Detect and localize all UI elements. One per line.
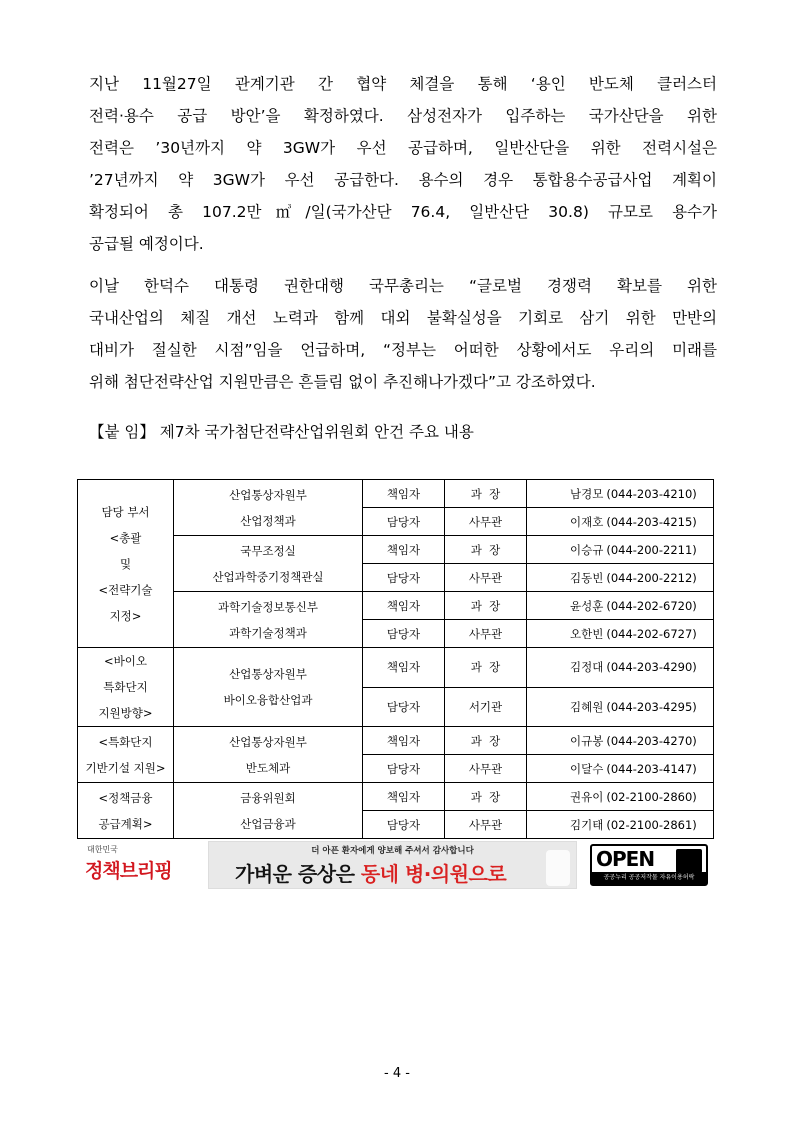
person-cell — [527, 536, 714, 564]
role-cell: 책임자 — [363, 592, 445, 620]
person-cell — [527, 687, 714, 727]
kogl-open-mark — [590, 844, 708, 886]
contacts-table — [77, 479, 714, 839]
title-cell: 과 장 — [445, 648, 527, 688]
title-cell: 과 장 — [445, 783, 527, 811]
table-row — [78, 592, 714, 620]
person-cell — [527, 620, 714, 648]
person-cell — [527, 783, 714, 811]
dept-cell — [78, 648, 174, 727]
person-phone: (044-203-4295) — [606, 699, 697, 714]
paragraph-line: 지난 11월27일 관계기관 간 협약 체결을 통해 ‘용인 반도체 클러스터 — [89, 75, 717, 93]
person-cell — [527, 648, 714, 688]
paragraph-line: ’27년까지 약 3GW가 우선 공급한다. 용수의 경우 통합용수공급사업 계획이 — [89, 171, 717, 189]
person-cell — [527, 727, 714, 755]
policy-briefing-logo — [85, 844, 175, 886]
person-name: 이승규 — [570, 542, 604, 557]
dept-label: <정책금융 공급계획> — [98, 790, 153, 831]
table-row — [78, 480, 714, 508]
person-phone: (044-203-4215) — [606, 514, 697, 529]
page-number: - 4 - — [384, 1066, 410, 1081]
org-label: 산업통상자원부 산업정책과 — [229, 487, 307, 528]
paragraph-line: 전력은 ’30년까지 약 3GW가 우선 공급하며, 일반산단을 위한 전력시설은 — [89, 139, 717, 157]
org-cell — [174, 592, 363, 648]
banner-main-a: 가벼운 증상은 — [235, 862, 361, 886]
medicine-icon — [546, 850, 570, 886]
person-cell — [527, 508, 714, 536]
org-label: 산업통상자원부 반도체과 — [229, 734, 307, 775]
dept-cell — [78, 783, 174, 839]
person-icon — [676, 849, 702, 873]
person-cell — [527, 592, 714, 620]
person-name: 윤성훈 — [570, 598, 604, 613]
open-sub-text: 공공누리 공공저작물 자유이용허락 — [592, 872, 706, 884]
attachment-heading: 【붙 임】 제7차 국가첨단전략산업위원회 안건 주요 내용 — [89, 423, 474, 441]
role-cell: 담당자 — [363, 508, 445, 536]
campaign-banner — [208, 841, 577, 889]
dept-label: <바이오 특화단지 지원방향> — [98, 654, 153, 720]
paragraph-line: 확정되어 총 107.2만㎥/일(국가산단 76.4, 일반산단 30.8) 규모로 용수가 — [89, 203, 717, 221]
title-cell: 과 장 — [445, 592, 527, 620]
org-label: 과학기술정보통신부 과학기술정책과 — [218, 599, 318, 640]
banner-main-text — [235, 858, 506, 887]
person-phone: (02-2100-2861) — [606, 817, 697, 832]
paragraph-line: 이날 한덕수 대통령 권한대행 국무총리는 “글로벌 경쟁력 확보를 위한 — [89, 277, 717, 295]
title-cell: 사무관 — [445, 811, 527, 839]
title-cell: 사무관 — [445, 564, 527, 592]
title-cell: 과 장 — [445, 480, 527, 508]
org-label: 국무조정실 산업과학중기정책관실 — [212, 543, 324, 584]
person-phone: (044-202-6727) — [606, 626, 697, 641]
logo-small-text: 대한민국 — [87, 845, 118, 854]
person-phone: (044-203-4210) — [606, 486, 697, 501]
person-phone: (044-203-4270) — [606, 733, 697, 748]
title-cell: 과 장 — [445, 536, 527, 564]
paragraph-line: 전력·용수 공급 방안’을 확정하였다. 삼성전자가 입주하는 국가산단을 위한 — [89, 107, 717, 125]
person-name: 이재호 — [570, 514, 604, 529]
role-cell: 책임자 — [363, 536, 445, 564]
paragraph-line: 국내산업의 체질 개선 노력과 함께 대외 불확실성을 기회로 삼기 위한 만반의 — [89, 309, 717, 327]
dept-label: <특화단지 기반기설 지원> — [85, 734, 166, 775]
person-name: 이달수 — [570, 761, 604, 776]
paragraph-2 — [89, 270, 717, 398]
person-cell — [527, 755, 714, 783]
paragraph-line: 대비가 절실한 시점”임을 언급하며, “정부는 어떠한 상황에서도 우리의 미래를 — [89, 341, 717, 359]
person-name: 김정대 — [570, 660, 604, 675]
role-cell: 책임자 — [363, 783, 445, 811]
org-cell — [174, 727, 363, 783]
org-cell — [174, 536, 363, 592]
role-cell: 책임자 — [363, 480, 445, 508]
person-name: 오한빈 — [570, 626, 604, 641]
person-cell — [527, 564, 714, 592]
title-cell: 사무관 — [445, 620, 527, 648]
role-cell: 책임자 — [363, 727, 445, 755]
org-label: 산업통상자원부 바이오융합산업과 — [223, 667, 313, 707]
person-name: 이규봉 — [570, 733, 604, 748]
person-phone: (044-202-6720) — [606, 598, 697, 613]
person-name: 남경모 — [570, 486, 604, 501]
role-cell: 담당자 — [363, 811, 445, 839]
person-name: 김혜원 — [570, 699, 604, 714]
dept-cell — [78, 480, 174, 648]
banner-main-b: 동네 병·의원으로 — [360, 862, 507, 886]
paragraph-line: 위해 첨단전략산업 지원만큼은 흔들림 없이 추진해나가겠다”고 강조하였다. — [89, 373, 596, 391]
paragraph-line: 공급될 예정이다. — [89, 235, 204, 253]
org-cell — [174, 480, 363, 536]
paragraph-1 — [89, 68, 717, 260]
dept-cell — [78, 727, 174, 783]
title-cell: 서기관 — [445, 687, 527, 727]
logo-big-text: 정책브리핑 — [85, 860, 172, 882]
person-phone: (02-2100-2860) — [606, 789, 697, 804]
person-phone: (044-203-4147) — [606, 761, 697, 776]
dept-label: 담당 부서 <총괄 및 <전략기술 지정> — [98, 504, 153, 623]
role-cell: 담당자 — [363, 755, 445, 783]
title-cell: 과 장 — [445, 727, 527, 755]
org-cell — [174, 648, 363, 727]
person-phone: (044-200-2211) — [606, 542, 697, 557]
table-row — [78, 648, 714, 688]
org-cell — [174, 783, 363, 839]
open-word: OPEN — [596, 847, 655, 871]
table-row — [78, 783, 714, 811]
role-cell: 담당자 — [363, 620, 445, 648]
role-cell: 담당자 — [363, 564, 445, 592]
role-cell: 책임자 — [363, 648, 445, 688]
title-cell: 사무관 — [445, 755, 527, 783]
role-cell: 담당자 — [363, 687, 445, 727]
person-phone: (044-200-2212) — [606, 570, 697, 585]
footer-logos — [77, 840, 714, 890]
person-name: 김기태 — [570, 817, 604, 832]
table-row — [78, 536, 714, 564]
title-cell: 사무관 — [445, 508, 527, 536]
person-name: 권유이 — [570, 789, 604, 804]
banner-top-text: 더 아픈 환자에게 양보해 주셔서 감사합니다 — [311, 846, 474, 856]
person-cell — [527, 480, 714, 508]
person-name: 김동빈 — [570, 570, 604, 585]
person-phone: (044-203-4290) — [606, 660, 697, 675]
table-row — [78, 727, 714, 755]
person-cell — [527, 811, 714, 839]
org-label: 금융위원회 산업금융과 — [240, 790, 296, 831]
